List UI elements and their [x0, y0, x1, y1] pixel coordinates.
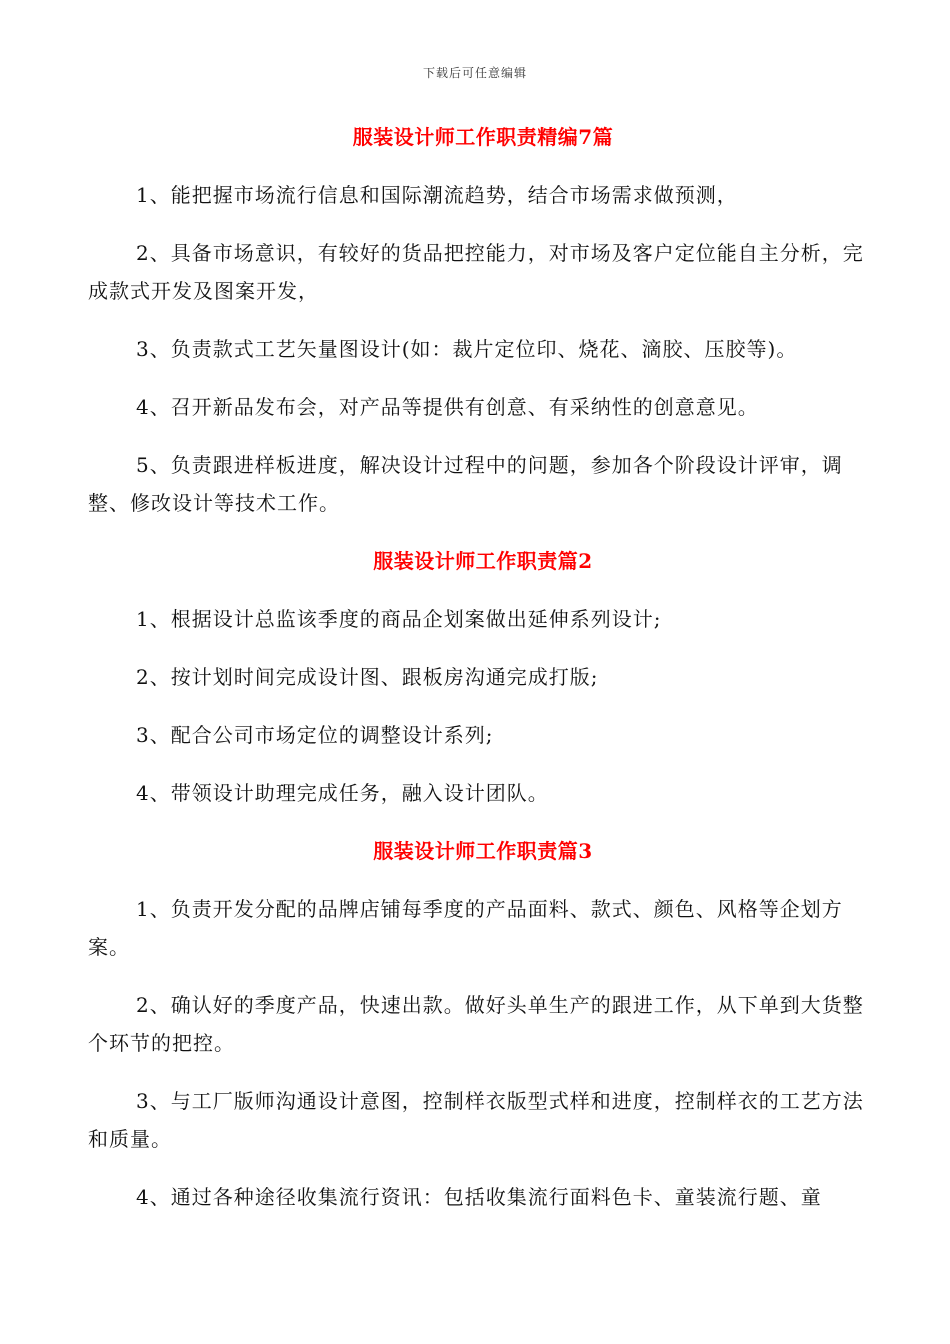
- section-1: [88, 118, 878, 522]
- list-item: 4、召开新品发布会，对产品等提供有创意、有采纳性的创意意见。: [136, 395, 759, 419]
- list-item: 1、负责开发分配的品牌店铺每季度的产品面料、款式、颜色、风格等企划方案。: [88, 897, 843, 959]
- list-item: 1、能把握市场流行信息和国际潮流趋势，结合市场需求做预测，: [136, 183, 738, 207]
- list-item: 3、配合公司市场定位的调整设计系列;: [136, 723, 494, 747]
- section-2: [88, 542, 878, 812]
- section-title: 服装设计师工作职责篇2: [373, 549, 593, 573]
- list-item: 5、负责跟进样板进度，解决设计过程中的问题，参加各个阶段设计评审，调整、修改设计等技术工作。: [88, 453, 843, 515]
- list-item: 4、通过各种途径收集流行资讯：包括收集流行面料色卡、童装流行题、童: [136, 1185, 822, 1209]
- document-body: [88, 118, 878, 1236]
- section-3: [88, 832, 878, 1216]
- list-item: 3、负责款式工艺矢量图设计(如：裁片定位印、烧花、滴胶、压胶等)。: [136, 337, 798, 361]
- list-item: 3、与工厂版师沟通设计意图，控制样衣版型式样和进度，控制样衣的工艺方法和质量。: [88, 1089, 864, 1151]
- list-item: 4、带领设计助理完成任务，融入设计团队。: [136, 781, 549, 805]
- section-title: 服装设计师工作职责精编7篇: [352, 125, 614, 149]
- list-item: 2、确认好的季度产品，快速出款。做好头单生产的跟进工作，从下单到大货整个环节的把控。: [88, 993, 864, 1055]
- list-item: 2、按计划时间完成设计图、跟板房沟通完成打版;: [136, 665, 599, 689]
- list-item: 1、根据设计总监该季度的商品企划案做出延伸系列设计;: [136, 607, 662, 631]
- section-title: 服装设计师工作职责篇3: [373, 839, 593, 863]
- list-item: 2、具备市场意识，有较好的货品把控能力，对市场及客户定位能自主分析，完成款式开发及图案开发，: [88, 241, 864, 303]
- header-note: 下载后可任意编辑: [422, 66, 527, 80]
